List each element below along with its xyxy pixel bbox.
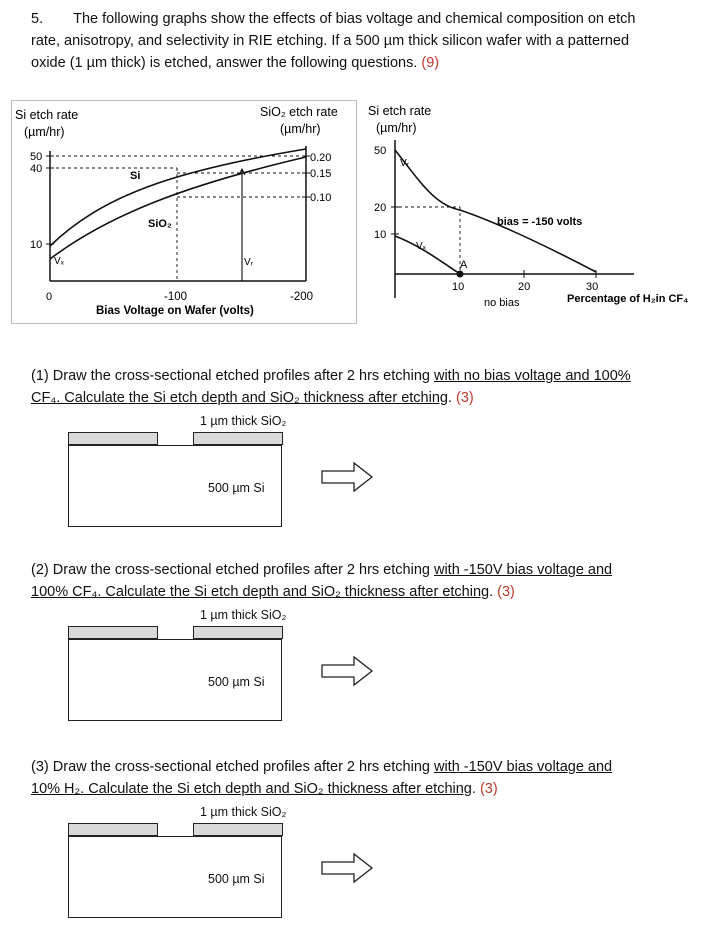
q1-oxide-label: 1 µm thick SiO₂ — [200, 414, 287, 428]
q1-wafer-label: 500 µm Si — [208, 481, 265, 495]
q2-oxide-label: 1 µm thick SiO₂ — [200, 608, 287, 622]
q2-underlined-1: with -150V bias voltage and — [433, 562, 613, 578]
g1-curve-sio2 — [50, 157, 306, 259]
g2-point-a — [457, 271, 464, 278]
g1-xtick-0: 0 — [46, 291, 53, 303]
q3-oxide-right — [193, 823, 283, 836]
q2-arrow-icon — [320, 655, 374, 687]
q2-underlined-2: 100% CF₄. Calculate the Si etch depth and SiO₂ thickness after etching — [31, 584, 490, 600]
g2-x-label: Percentage of H₂in CF₄ — [567, 293, 689, 305]
q2-oxide-right — [193, 626, 283, 639]
g1-right-title-1: SiO₂ etch rate — [260, 105, 338, 119]
g1-rtick-010: 0.10 — [310, 192, 332, 204]
g1-label-sio2: SiO₂ — [148, 218, 172, 230]
g2-no-bias: no bias — [484, 297, 520, 309]
q3-underlined-2: 10% H₂. Calculate the Si etch depth and SiO₂ thickness after etching — [31, 781, 472, 797]
q2-plain: Draw the cross-sectional etched profiles after 2 hrs etching — [52, 562, 434, 578]
g1-ytick-50: 50 — [30, 151, 43, 163]
graph1-svg — [12, 101, 356, 323]
g1-guides — [50, 156, 306, 281]
g2-curve-vx — [395, 236, 460, 274]
g2-guides — [399, 207, 460, 274]
problem-intro — [31, 8, 701, 74]
question-1 — [31, 365, 701, 409]
problem-points: (9) — [421, 55, 440, 71]
g2-label-vz: Vᵣ — [400, 158, 410, 169]
q2-points: (3) — [497, 584, 515, 600]
g1-xtick-200: -200 — [290, 291, 314, 303]
q1-oxide-right — [193, 432, 283, 445]
graph-h2-percentage — [364, 100, 709, 322]
g1-rtick-015: 0.15 — [310, 168, 332, 180]
g1-ytick-10: 10 — [30, 239, 43, 251]
q1-points: (3) — [456, 390, 474, 406]
g2-bias-label: bias = -150 volts — [497, 216, 583, 228]
q3-oxide-label: 1 µm thick SiO₂ — [200, 805, 287, 819]
g2-label-a: A — [460, 259, 468, 271]
g2-ytick-10: 10 — [374, 229, 387, 241]
g1-rtick-020: 0.20 — [310, 152, 332, 164]
g1-xtick-100: -100 — [164, 291, 188, 303]
q3-oxide-left — [68, 823, 158, 836]
g1-label-vz: Vᵣ — [244, 257, 254, 268]
g1-curve-si — [50, 149, 306, 246]
q3-points: (3) — [479, 781, 498, 797]
q2-tail: . — [489, 584, 494, 600]
g1-left-title-2: (µm/hr) — [24, 125, 65, 139]
q3-arrow-icon — [320, 852, 374, 884]
q3-plain: Draw the cross-sectional etched profiles after 2 hrs etching — [52, 759, 434, 775]
intro-line-3: oxide (1 µm thick) is etched, answer the following questions. — [31, 55, 418, 71]
q3-underlined-1: with -150V bias voltage and — [433, 759, 613, 775]
g2-xtick-20: 20 — [518, 281, 531, 293]
q3-number: (3) — [31, 759, 49, 775]
g1-label-si: Si — [130, 170, 141, 182]
q2-oxide-left — [68, 626, 158, 639]
q1-plain: Draw the cross-sectional etched profiles after 2 hrs etching — [52, 368, 434, 384]
g2-ytick-50: 50 — [374, 145, 387, 157]
g1-right-title-2: (µm/hr) — [280, 122, 321, 136]
graph-bias-voltage — [11, 100, 357, 324]
intro-line-2: rate, anisotropy, and selectivity in RIE etching. If a 500 µm thick silicon wafer with a patterned — [31, 33, 630, 49]
g1-left-title-1: Si etch rate — [15, 108, 79, 122]
g1-label-vx: Vₓ — [54, 256, 64, 267]
g2-xtick-30: 30 — [586, 281, 599, 293]
g2-curve-vz — [395, 150, 596, 272]
q1-number: (1) — [31, 368, 49, 384]
q1-oxide-left — [68, 432, 158, 445]
graph2-svg — [364, 100, 709, 322]
q1-arrow-icon — [320, 461, 374, 493]
question-2 — [31, 559, 701, 603]
g2-title-1: Si etch rate — [368, 104, 432, 118]
g2-xtick-10: 10 — [452, 281, 465, 293]
question-3 — [31, 756, 701, 800]
intro-line-1: The following graphs show the effects of bias voltage and chemical composition on etch — [73, 11, 636, 27]
g1-x-label: Bias Voltage on Wafer (volts) — [96, 305, 254, 317]
q1-tail: . — [447, 390, 452, 406]
q1-underlined-2: CF₄. Calculate the Si etch depth and SiO₂ thickness after etching — [31, 390, 448, 406]
q3-wafer-label: 500 µm Si — [208, 872, 265, 886]
g2-ytick-20: 20 — [374, 202, 387, 214]
g1-ytick-40: 40 — [30, 163, 43, 175]
g2-label-vx: Vₓ — [416, 241, 426, 252]
q2-wafer-label: 500 µm Si — [208, 675, 265, 689]
g2-title-2: (µm/hr) — [376, 121, 417, 135]
q2-number: (2) — [31, 562, 49, 578]
problem-number: 5. — [31, 11, 44, 27]
q3-tail: . — [471, 781, 476, 797]
q1-underlined-1: with no bias voltage and 100% — [433, 368, 631, 384]
